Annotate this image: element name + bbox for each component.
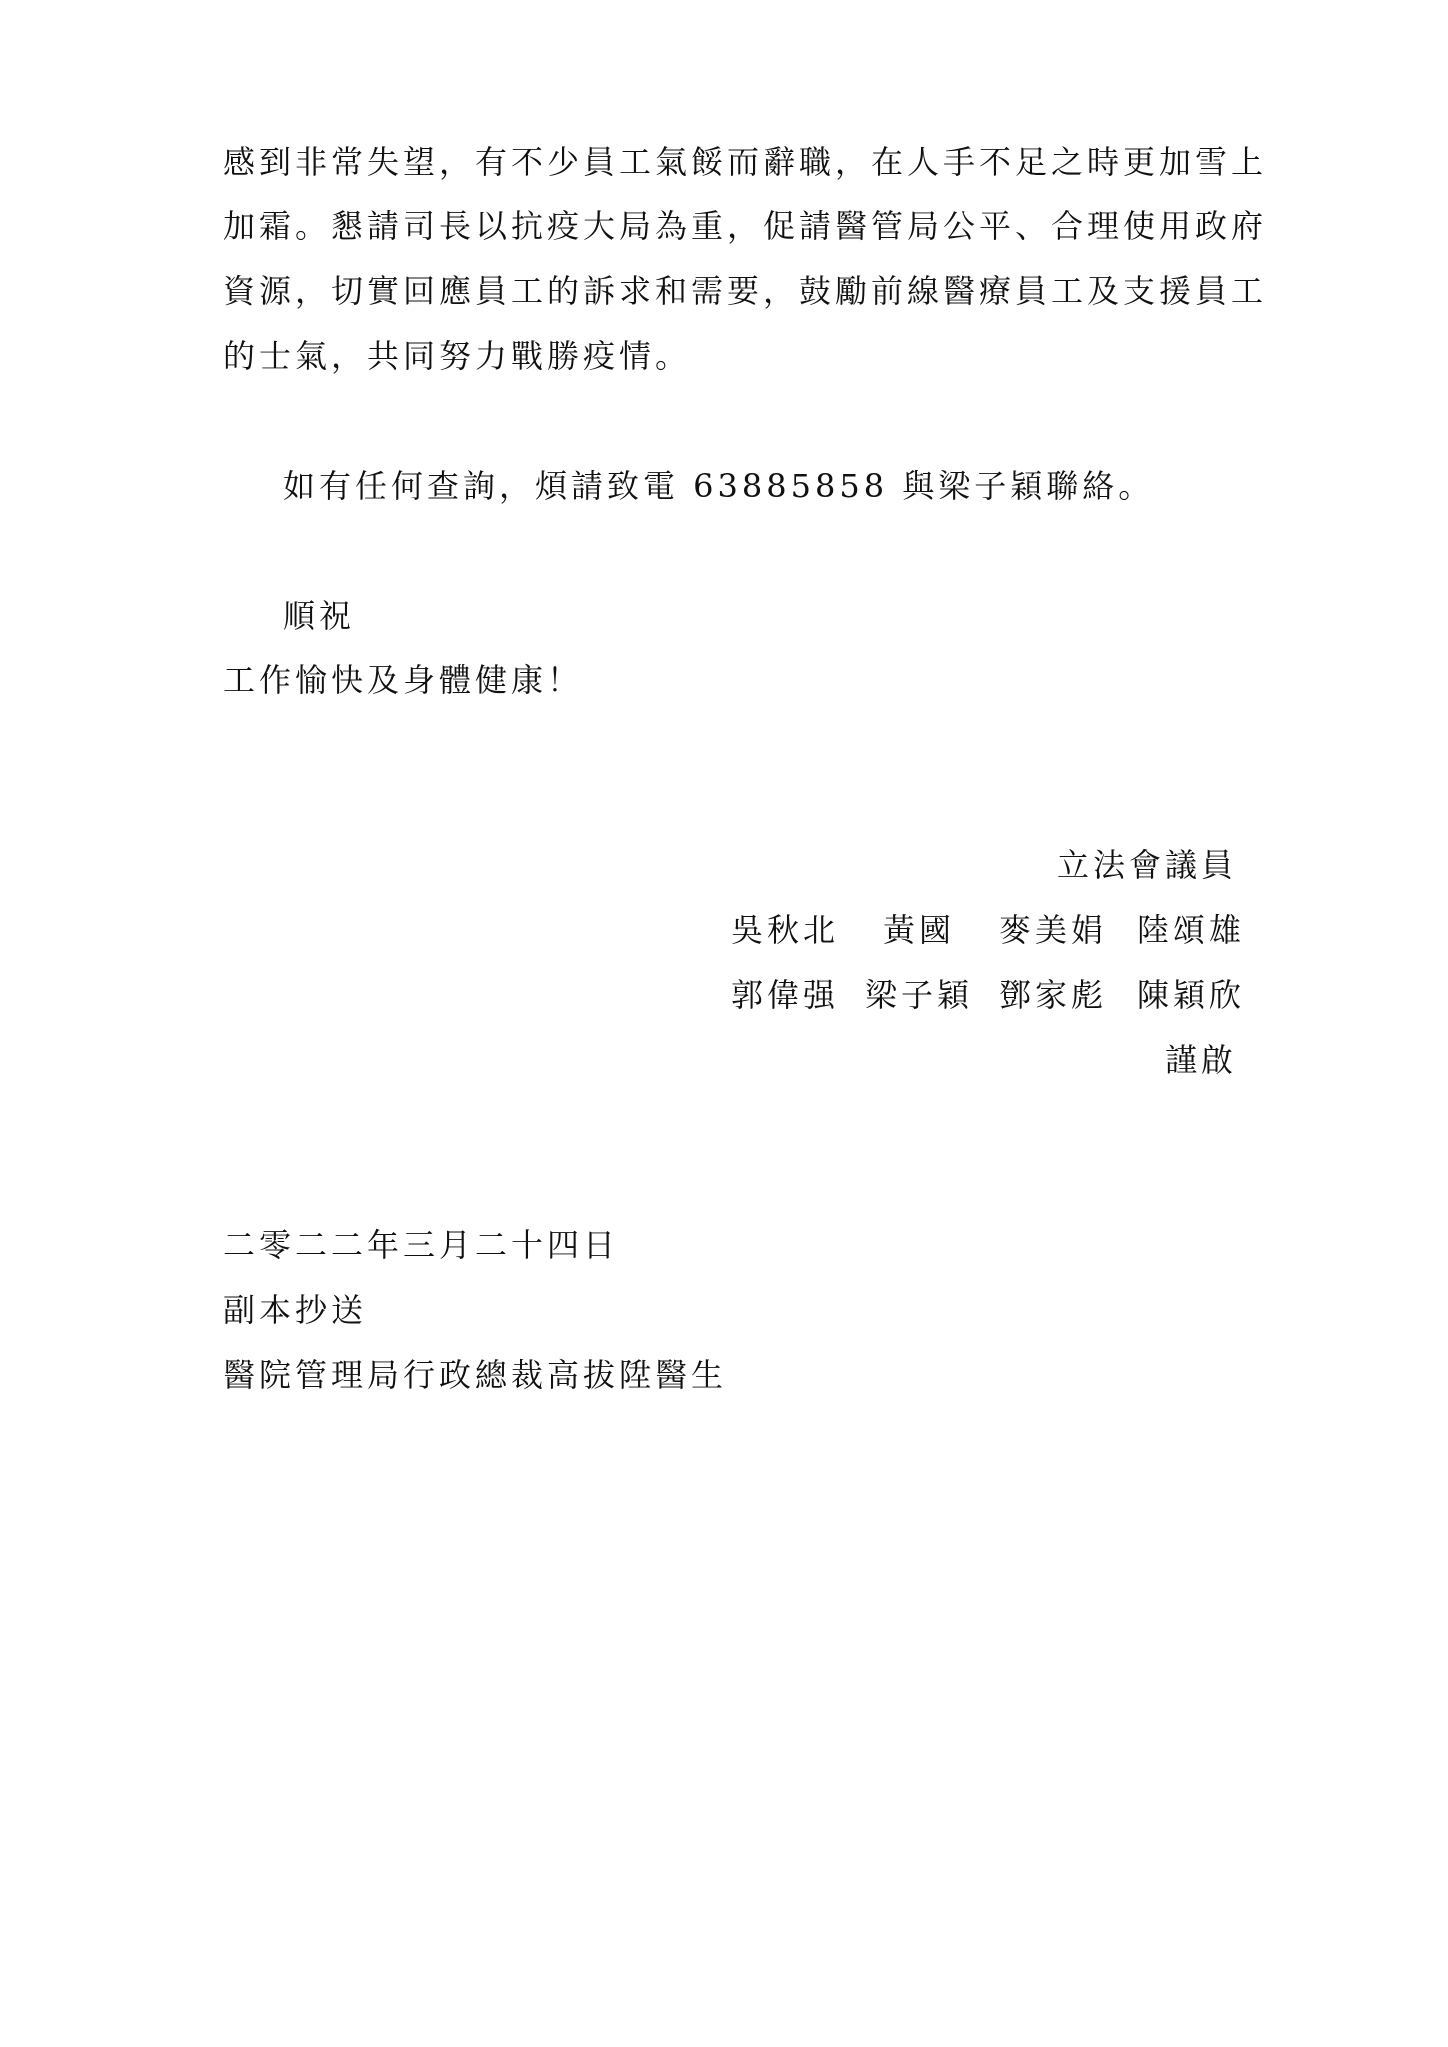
signatories-row-1 <box>731 910 1251 950</box>
body-line-4: 的士氣，共同努力戰勝疫情。 <box>223 337 692 375</box>
signatory-name: 鄧家彪 <box>999 976 1108 1014</box>
signatory-title: 立法會議員 <box>1056 846 1237 884</box>
signatory-name: 梁子穎 <box>865 976 974 1014</box>
signatories-row-2 <box>731 975 1251 1015</box>
cc-label: 副本抄送 <box>223 1291 368 1329</box>
signatory-name: 吳秋北 <box>731 911 840 949</box>
signatory-name: 陸頌雄 <box>1137 911 1246 949</box>
signatory-name: 郭偉强 <box>731 976 840 1014</box>
signatory-name: 黃國 <box>883 911 956 949</box>
signatory-name: 陳穎欣 <box>1137 976 1246 1014</box>
closing-greeting: 順祝 <box>283 597 356 635</box>
body-line-2: 加霜。懇請司長以抗疫大局為重，促請醫管局公平、合理使用政府 <box>223 207 1268 245</box>
cc-recipient: 醫院管理局行政總裁高拔陞醫生 <box>223 1356 728 1394</box>
signatory-name: 麥美娟 <box>999 911 1108 949</box>
enquiry-text: 如有任何查詢，煩請致電 63885858 與梁子穎聯絡。 <box>283 467 1155 505</box>
sign-off: 謹啟 <box>1164 1041 1237 1079</box>
closing-wish: 工作愉快及身體健康！ <box>223 661 584 699</box>
body-line-1: 感到非常失望，有不少員工氣餒而辭職，在人手不足之時更加雪上 <box>223 143 1268 181</box>
body-line-3: 資源，切實回應員工的訴求和需要，鼓勵前線醫療員工及支援員工 <box>223 272 1268 310</box>
letter-date: 二零二二年三月二十四日 <box>223 1226 620 1264</box>
